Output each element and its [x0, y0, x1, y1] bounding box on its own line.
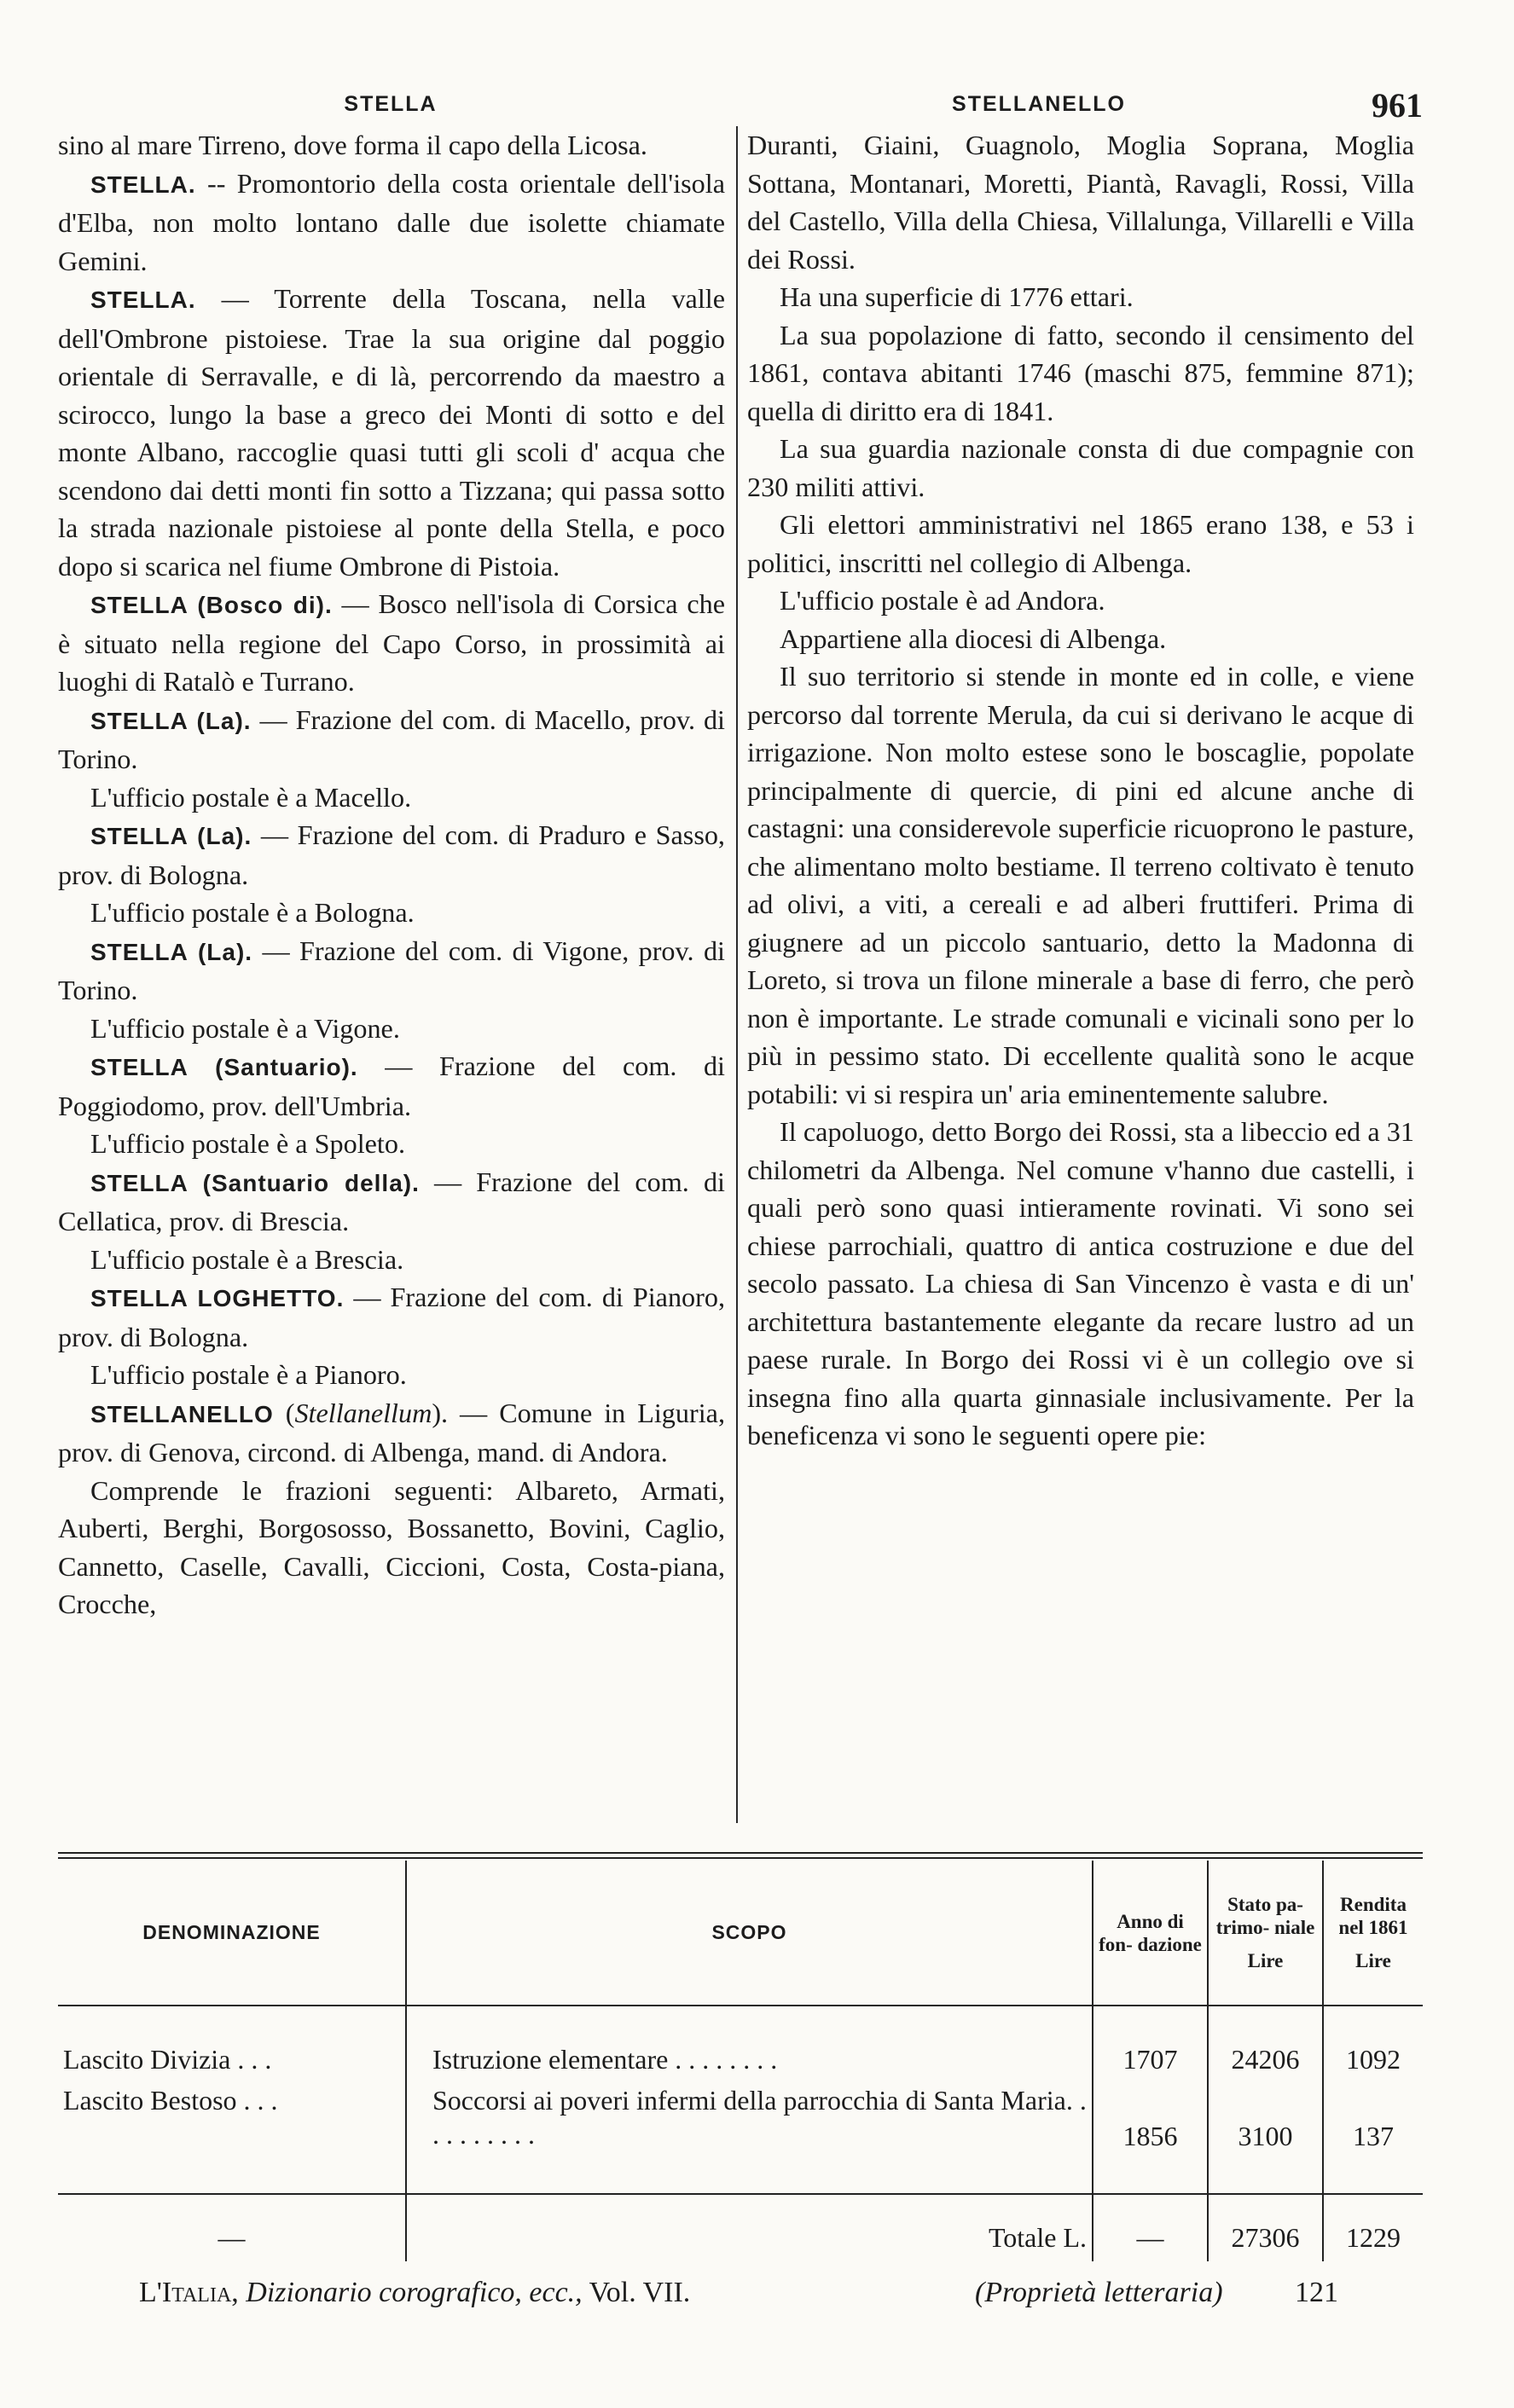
charities-table	[58, 1852, 1423, 2261]
entry-lemma: STELLANELLO	[90, 1400, 274, 1427]
paragraph: Duranti, Giaini, Guagnolo, Moglia Soprana, Moglia Sottana, Montanari, Moretti, Piantà, Ravagli, Rossi, Villa del Castello, Villa della Chiesa, Villalunga, Villarelli e Villa dei Rossi.	[747, 130, 1414, 275]
paragraph	[58, 126, 725, 165]
paragraph-text: L'ufficio postale è a Brescia.	[90, 1243, 404, 1275]
page-footer	[58, 2277, 1423, 2319]
entry	[58, 165, 725, 281]
paragraph: Il suo territorio si stende in monte ed in colle, e viene percorso dal torrente Merula, da cui si derivano le acque di irrigazione. Non molto estese sono le boscaglie, popolate principalmente di quercie, di pini ed alcune anche di castagni: una considerevole superficie ricuoprono le pasture, che alimentano molto bestiame. Il terreno coltivato è tenuto ad olivi, a viti, a cereali e ad alberi fruttiferi. Prima di giugnere ad un piccolo santuario, detto la Madonna di Loreto, si trova un filone minerale a base di ferro, che però non è importante. Le strade comunali e vicinali sono per lo più in pessimo stato. Di eccellente qualità sono le acque potabili: vi si respira un' aria eminentemente salubre.	[747, 661, 1414, 1109]
entry-lemma: STELLA (Santuario).	[90, 1054, 358, 1080]
paragraph: Gli elettori amministrativi nel 1865 erano 138, e 53 i politici, inscritti nel collegio di Albenga.	[747, 509, 1414, 578]
column-header-stato	[1208, 1861, 1323, 2006]
cell-rendita: 1092	[1323, 2006, 1423, 2083]
header-text: Rendita nel 1861	[1338, 1894, 1408, 1938]
cell-anno: —	[1093, 2194, 1208, 2261]
paragraph: L'ufficio postale è ad Andora.	[780, 585, 1105, 616]
cell-stato: 24206	[1208, 2006, 1323, 2083]
table-top-rule	[58, 1857, 1423, 1859]
column-header-anno	[1093, 1861, 1208, 2006]
cell-rendita: 1229	[1323, 2194, 1423, 2261]
entry: STELLANELLO (Stellanellum). — Comune in Liguria, prov. di Genova, circond. di Albenga, mand. di Andora.	[58, 1397, 725, 1467]
paragraph-text: L'ufficio postale è a Vigone.	[90, 1012, 400, 1044]
footer-title	[139, 2277, 690, 2309]
entry	[58, 816, 725, 894]
header-unit: Lire	[1247, 1950, 1284, 1971]
entry-lemma: STELLA LOGHETTO.	[90, 1285, 345, 1311]
header-text: Anno di fon- dazione	[1099, 1910, 1202, 1955]
cell-scopo: Soccorsi ai poveri infermi della parrocchia di Santa Maria. . . . . . . . . .	[406, 2083, 1093, 2194]
header-unit: Lire	[1355, 1950, 1391, 1971]
cell-scopo: Istruzione elementare . . . . . . . .	[406, 2006, 1093, 2083]
cell-anno: 1707	[1093, 2006, 1208, 2083]
cell-stato: 3100	[1208, 2083, 1323, 2194]
paragraph	[58, 1472, 725, 1624]
entry-text: -- Promontorio della costa orientale dell'isola d'Elba, non molto lontano dalle due isolette chiamate Gemini.	[58, 167, 725, 276]
entry-lemma: STELLA (La).	[90, 823, 252, 849]
paragraph	[58, 1241, 725, 1279]
page-number: 961	[1372, 86, 1423, 124]
paragraph	[58, 1125, 725, 1163]
column-header-scopo: SCOPO	[406, 1861, 1093, 2006]
paragraph	[58, 1010, 725, 1048]
entry-text: — Frazione del com. di Praduro e Sasso, prov. di Bologna.	[58, 819, 725, 890]
paragraph	[58, 894, 725, 932]
entry	[58, 280, 725, 585]
footer-work: Dizionario corografico, ecc.,	[246, 2277, 583, 2308]
entry-lemma: STELLA (La).	[90, 938, 253, 965]
column-divider	[736, 126, 738, 1823]
paragraph	[58, 1356, 725, 1394]
page-header	[58, 85, 1423, 123]
right-column	[747, 126, 1414, 1455]
entry-lemma: STELLA (Santuario della).	[90, 1169, 420, 1196]
entry	[58, 585, 725, 701]
text-columns	[58, 126, 1423, 1823]
column-header-rendita	[1323, 1861, 1423, 2006]
paragraph-text: sino al mare Tirreno, dove forma il capo della Licosa.	[58, 130, 647, 160]
footer-volume: Vol. VII.	[589, 2277, 691, 2308]
entry	[58, 701, 725, 779]
table-row	[58, 2006, 1423, 2083]
entry-text: — Bosco nell'isola di Corsica che è situato nella regione del Capo Corso, in prossimità ai luoghi di Ratalò e Turrano.	[58, 588, 725, 697]
entry-text: — Torrente della Toscana, nella valle dell'Ombrone pistoiese. Trae la sua origine dal poggio orientale di Serravalle, e di là, percorrendo da maestro a scirocco, lungo la base a greco dei Monti di sotto e del monte Albano, raccoglie quasi tutti gli scoli d' acqua che scendono dai detti monti fin sotto a Tizzana; qui passa sotto la strada nazionale pistoiese al ponte della Stella, e poco dopo si scarica nel fiume Ombrone di Pistoia.	[58, 283, 725, 582]
entry	[58, 1278, 725, 1356]
cell-denominazione: Lascito Divizia . . .	[63, 2044, 272, 2075]
cell-denominazione: —	[58, 2194, 406, 2261]
paragraph: Il capoluogo, detto Borgo dei Rossi, sta a libeccio ed a 31 chilometri da Albenga. Nel comune v'hanno due castelli, i quali però sono quasi intieramente rovinati. Vi sono sei chiese parrochiali, quattro di antica costruzione e due del secolo passato. La chiesa di San Vincenzo è vasta e di un' architettura bastantemente elegante da recare lustro ad un paese rurale. In Borgo dei Rossi vi è un collegio ove si insegna fino alla quarta ginnasiale inclusivamente. Per la beneficenza vi sono le seguenti opere pie:	[747, 1116, 1414, 1450]
footer-series: L'Italia,	[139, 2277, 239, 2308]
entry-lemma: STELLA (Bosco di).	[90, 592, 333, 618]
cell-rendita: 137	[1323, 2083, 1423, 2194]
paragraph: La sua popolazione di fatto, secondo il censimento del 1861, contava abitanti 1746 (maschi 875, femmine 871); quella di diritto era di 1841.	[747, 319, 1414, 426]
paragraph-text: L'ufficio postale è a Pianoro.	[90, 1359, 407, 1390]
paragraph-text: L'ufficio postale è a Macello.	[90, 781, 412, 813]
entry-lemma: STELLA.	[90, 171, 196, 198]
entry-text: — Frazione del com. di Pianoro, prov. di Bologna.	[58, 1282, 725, 1352]
paragraph: La sua guardia nazionale consta di due compagnie con 230 militi attivi.	[747, 433, 1414, 502]
entry	[58, 1163, 725, 1241]
header-text: Stato pa- trimo- niale	[1215, 1894, 1315, 1938]
left-column	[58, 126, 725, 1624]
cell-anno: 1856	[1093, 2083, 1208, 2194]
footer-copyright: (Proprietà letteraria)	[975, 2277, 1223, 2308]
running-head-right: STELLANELLO	[952, 92, 1126, 116]
paragraph: Ha una superficie di 1776 ettari.	[780, 281, 1134, 312]
paragraph: Appartiene alla diocesi di Albenga.	[780, 622, 1167, 654]
entry	[58, 932, 725, 1010]
table-top-rule	[58, 1852, 1423, 1854]
entry-text: — Frazione del com. di Macello, prov. di Torino.	[58, 703, 725, 774]
sheet-number: 121	[1295, 2277, 1338, 2308]
running-head-left: STELLA	[344, 92, 438, 116]
entry-text: — Frazione del com. di Poggiodomo, prov. dell'Umbria.	[58, 1051, 726, 1121]
paragraph-text: Comprende le frazioni seguenti: Albareto, Armati, Auberti, Berghi, Borgososso, Bossanetto, Bovini, Caglio, Cannetto, Caselle, Cavalli, Ciccioni, Costa, Costa-piana, Crocche,	[58, 1474, 725, 1619]
paragraph	[58, 779, 725, 817]
entry-lemma: STELLA (La).	[90, 707, 252, 734]
entry-text: — Comune in Liguria, prov. di Genova, circond. di Albenga, mand. di Andora.	[58, 1397, 725, 1467]
total-label: Totale L.	[406, 2194, 1093, 2261]
cell-stato: 27306	[1208, 2194, 1323, 2261]
total-row	[58, 2194, 1423, 2261]
table-row	[58, 2083, 1423, 2194]
entry-lemma: STELLA.	[90, 287, 196, 313]
entry-text: — Frazione del com. di Cellatica, prov. di Brescia.	[58, 1166, 725, 1236]
paragraph-text: L'ufficio postale è a Bologna.	[90, 897, 415, 928]
entry-latin: Stellanellum	[294, 1397, 432, 1428]
entry-text: — Frazione del com. di Vigone, prov. di Torino.	[58, 935, 725, 1005]
cell-denominazione: Lascito Bestoso . . .	[63, 2085, 278, 2116]
entry	[58, 1047, 725, 1125]
table-header-row	[58, 1861, 1423, 2006]
column-header-denominazione: DENOMINAZIONE	[58, 1861, 406, 2006]
paragraph-text: L'ufficio postale è a Spoleto.	[90, 1128, 406, 1159]
table	[58, 1861, 1423, 2261]
